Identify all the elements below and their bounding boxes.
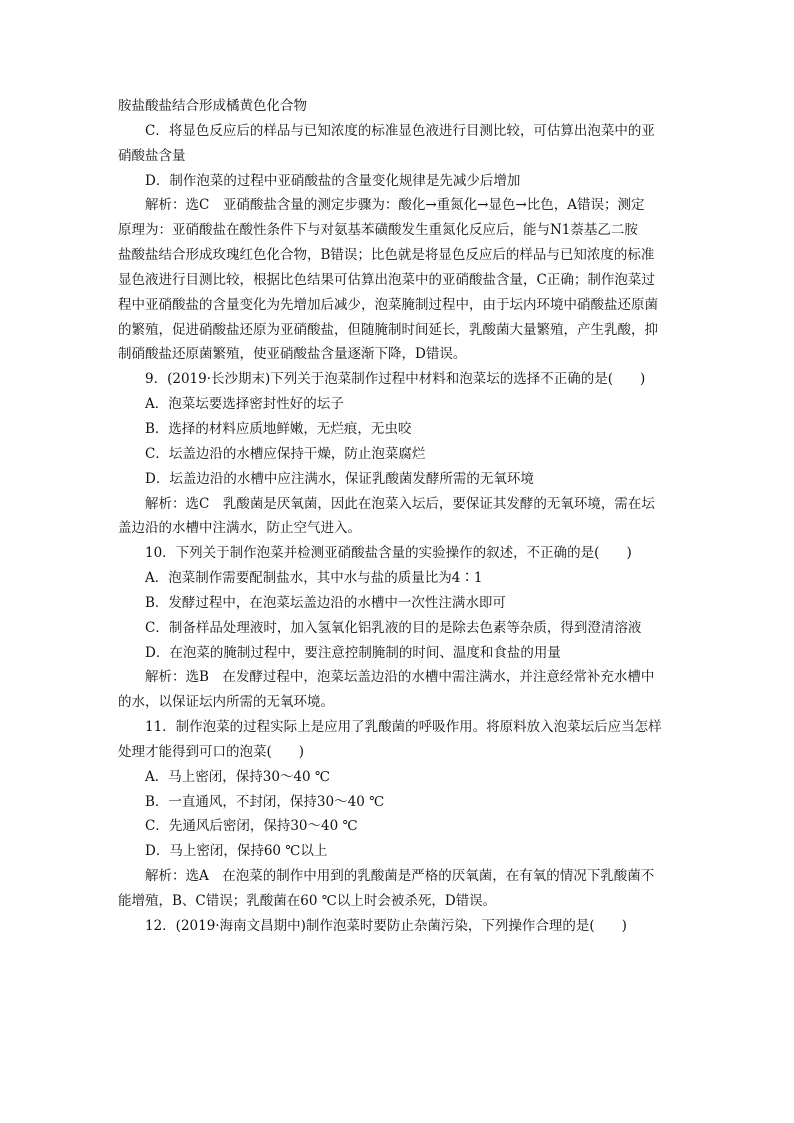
text-line: 的繁殖，促进硝酸盐还原为亚硝酸盐，但随腌制时间延长，乳酸菌大量繁殖，产生乳酸，抑 [118,321,658,338]
text-line: D．马上密闭，保持60 ℃以上 [145,843,328,860]
text-line: 解析：选C 亚硝酸盐含量的测定步骤为：酸化→重氮化→显色→比色，A错误；测定 [145,197,645,214]
text-line: 盐酸盐结合形成玫瑰红色化合物，B错误；比色就是将显色反应后的样品与已知浓度的标准 [118,247,655,264]
text-line: C．坛盖边沿的水槽应保持干燥，防止泡菜腐烂 [145,445,426,462]
text-line: 程中亚硝酸盐的含量变化为先增加后减少，泡菜腌制过程中，由于坛内环境中硝酸盐还原菌 [118,296,658,313]
text-line: 10．下列关于制作泡菜并检测亚硝酸盐含量的实验操作的叙述，不正确的是( ) [145,545,632,562]
text-line: D．制作泡菜的过程中亚硝酸盐的含量变化规律是先减少后增加 [145,172,521,189]
text-line: D．坛盖边沿的水槽中应注满水，保证乳酸菌发酵所需的无氧环境 [145,470,534,487]
text-line: 硝酸盐含量 [118,147,186,164]
text-line: 盖边沿的水槽中注满水，防止空气进入。 [118,520,361,537]
text-line: 显色液进行目测比较，根据比色结果可估算出泡菜中的亚硝酸盐含量，C正确；制作泡菜过 [118,271,655,288]
text-line: B．发酵过程中，在泡菜坛盖边沿的水槽中一次性注满水即可 [145,594,506,611]
text-line: 胺盐酸盐结合形成橘黄色化合物 [118,98,307,114]
text-line: 解析：选B 在发酵过程中，泡菜坛盖边沿的水槽中需注满水，并注意经常补充水槽中 [145,669,655,686]
text-line: A．泡菜坛要选择密封性好的坛子 [145,396,344,413]
text-line: B．一直通风，不封闭，保持30～40 ℃ [145,793,385,810]
text-line: D．在泡菜的腌制过程中，要注意控制腌制的时间、温度和食盐的用量 [145,644,561,661]
text-line: 9．(2019·长沙期末)下列关于泡菜制作过程中材料和泡菜坛的选择不正确的是( ) [145,371,646,388]
text-line: 制硝酸盐还原菌繁殖，使亚硝酸盐含量逐渐下降，D错误。 [118,346,467,363]
text-line: C．将显色反应后的样品与已知浓度的标准显色液进行目测比较，可估算出泡菜中的亚 [145,122,655,139]
text-line: 解析：选C 乳酸菌是厌氧菌，因此在泡菜入坛后，要保证其发酵的无氧环境，需在坛 [145,495,655,512]
text-line: 11．制作泡菜的过程实际上是应用了乳酸菌的呼吸作用。将原料放入泡菜坛后应当怎样 [145,719,662,736]
text-line: 能增殖，B、C错误；乳酸菌在60 ℃以上时会被杀死，D错误。 [118,893,497,909]
text-line: C．先通风后密闭，保持30～40 ℃ [145,818,358,835]
text-line: A．马上密闭，保持30～40 ℃ [145,768,330,785]
text-line: 的水，以保证坛内所需的无氧环境。 [118,694,334,711]
text-line: 原理为：亚硝酸盐在酸性条件下与对氨基苯磺酸发生重氮化反应后，能与N1萘基乙二胺 [118,222,638,239]
text-line: B．选择的材料应质地鲜嫩，无烂痕，无虫咬 [145,420,412,437]
text-line: A．泡菜制作需要配制盐水，其中水与盐的质量比为4∶1 [145,570,483,587]
text-line: 处理才能得到可口的泡菜( ) [118,743,305,760]
text-line: 解析：选A 在泡菜的制作中用到的乳酸菌是严格的厌氧菌，在有氧的情况下乳酸菌不 [145,868,655,885]
text-line: C．制备样品处理液时，加入氢氧化铝乳液的目的是除去色素等杂质，得到澄清溶液 [145,619,642,636]
document-body [118,94,678,939]
text-line: 12．(2019·海南文昌期中)制作泡菜时要防止杂菌污染，下列操作合理的是( ) [145,917,627,934]
